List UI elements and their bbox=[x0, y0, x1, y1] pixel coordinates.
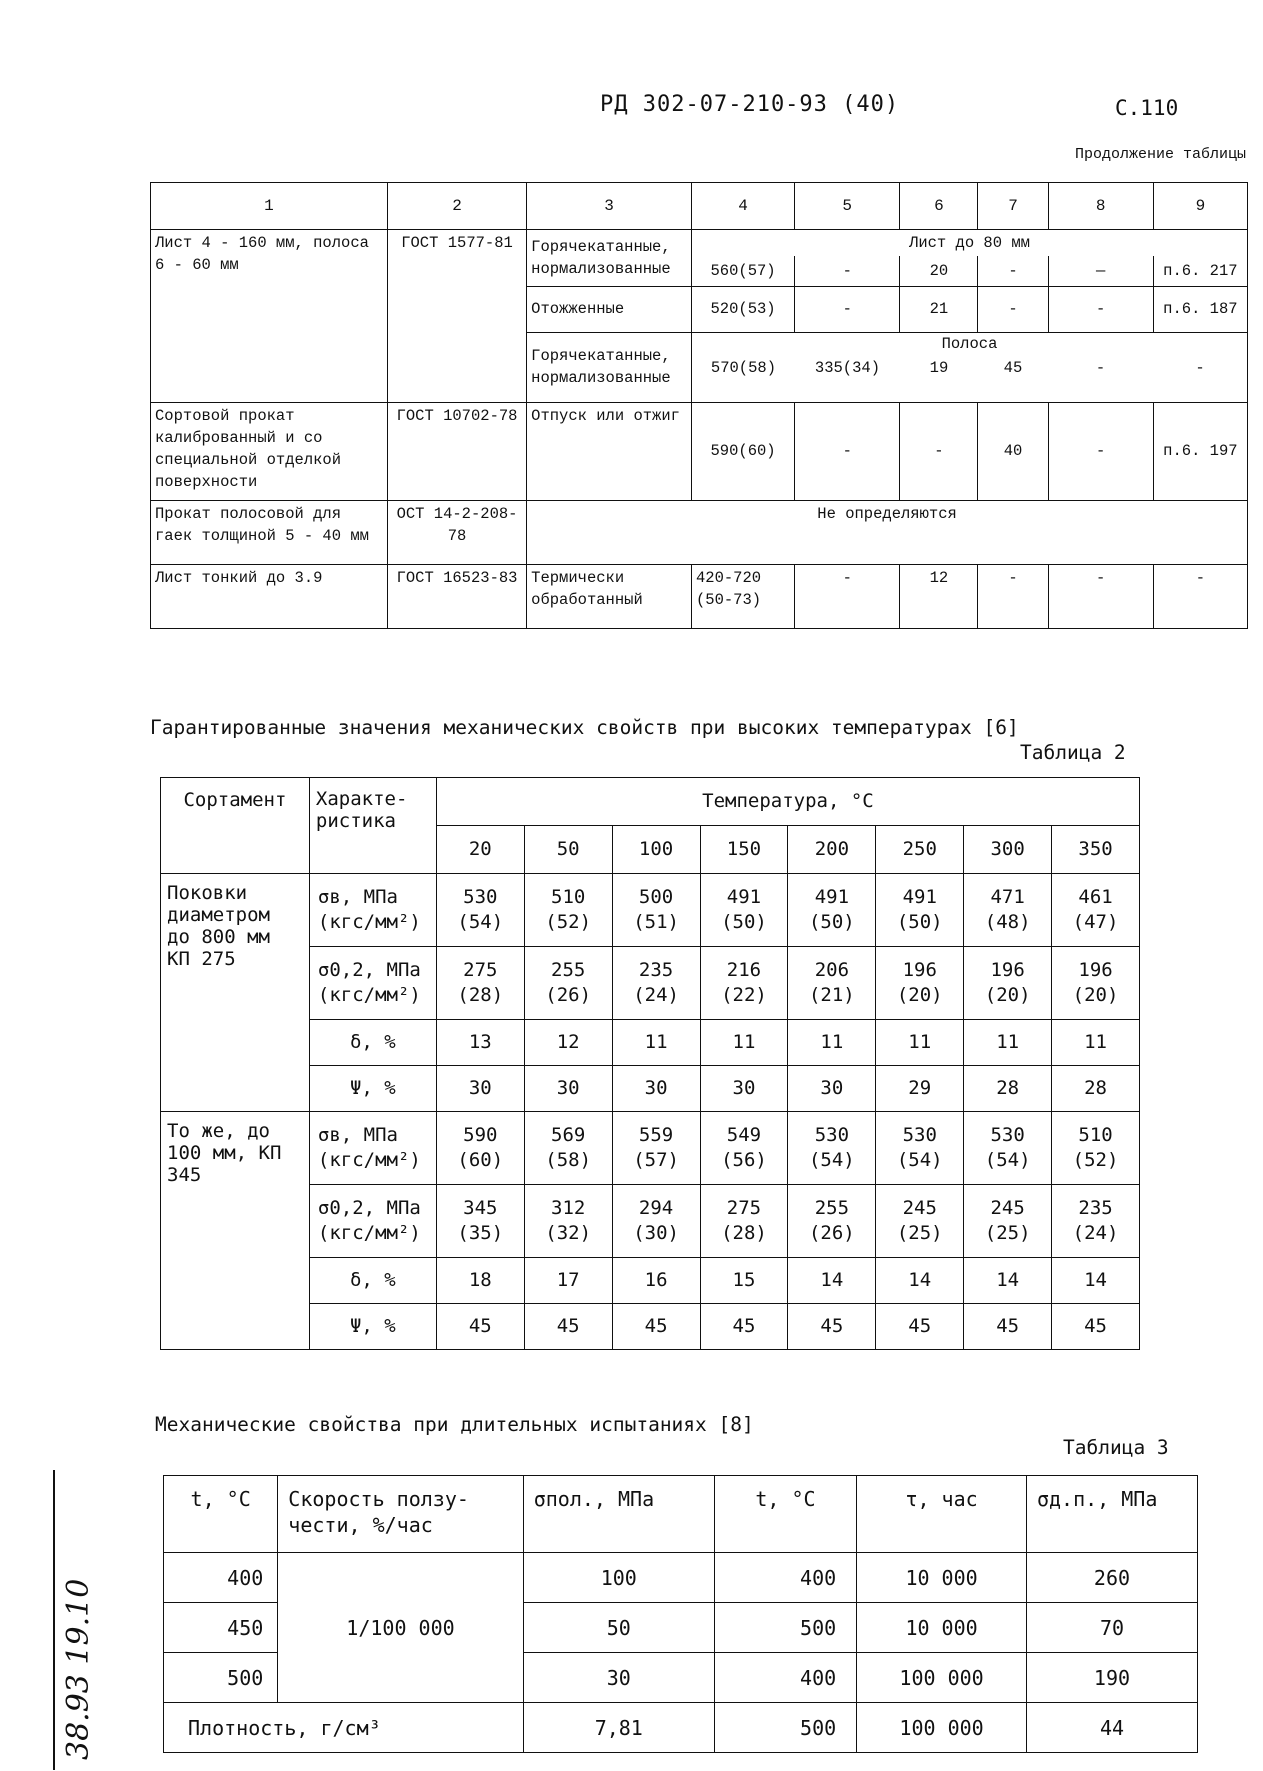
t1-cell: 21 bbox=[900, 286, 978, 332]
t1-header-3: 3 bbox=[527, 183, 692, 230]
t2-characteristic: Ψ, % bbox=[309, 1304, 436, 1350]
t2-cell: 345 (35) bbox=[436, 1185, 524, 1258]
t1-cell: 560(57) bbox=[691, 256, 794, 286]
t2-header-sortament: Сортамент bbox=[161, 778, 310, 874]
t2-cell: 510 (52) bbox=[1052, 1112, 1140, 1185]
t3-cell: 10 000 bbox=[857, 1603, 1027, 1653]
t2-temp-header: 350 bbox=[1052, 826, 1140, 874]
t1-product: Лист 4 - 160 мм, полоса 6 - 60 мм bbox=[151, 230, 388, 403]
t1-treatment: Отожженные bbox=[527, 286, 692, 332]
t1-cell: 20 bbox=[900, 256, 978, 286]
t2-temp-header: 100 bbox=[612, 826, 700, 874]
t3-cell: 30 bbox=[523, 1653, 714, 1703]
t1-header-7: 7 bbox=[978, 183, 1048, 230]
t2-cell: 500 (51) bbox=[612, 874, 700, 947]
t2-cell: 14 bbox=[964, 1258, 1052, 1304]
t1-cell: - bbox=[795, 256, 900, 286]
table-1-header bbox=[151, 183, 1248, 230]
t2-cell: 196 (20) bbox=[1052, 947, 1140, 1020]
t2-cell: 30 bbox=[612, 1066, 700, 1112]
t2-temp-header: 250 bbox=[876, 826, 964, 874]
t2-cell: 13 bbox=[436, 1020, 524, 1066]
t2-header-temperature: Температура, °С bbox=[436, 778, 1139, 826]
t2-characteristic: σв, МПа (кгс/мм²) bbox=[309, 1112, 436, 1185]
t1-cell: - bbox=[1195, 358, 1205, 377]
t2-cell: 16 bbox=[612, 1258, 700, 1304]
t1-header-2: 2 bbox=[387, 183, 526, 230]
t1-cell: - bbox=[978, 564, 1048, 628]
t1-treatment: Горячекатанные, нормализованные bbox=[527, 230, 692, 287]
t1-cell: - bbox=[795, 564, 900, 628]
t2-characteristic: Ψ, % bbox=[309, 1066, 436, 1112]
t1-header-4: 4 bbox=[691, 183, 794, 230]
t2-cell: 45 bbox=[436, 1304, 524, 1350]
t2-cell: 275 (28) bbox=[436, 947, 524, 1020]
table-row bbox=[164, 1553, 1198, 1603]
t3-cell: 10 000 bbox=[857, 1553, 1027, 1603]
t3-cell: 190 bbox=[1026, 1653, 1197, 1703]
t1-cell: 590(60) bbox=[691, 402, 794, 500]
t1-note-undetermined: Не определяются bbox=[527, 500, 1248, 564]
t1-header-5: 5 bbox=[795, 183, 900, 230]
t3-header-t: t, °С bbox=[164, 1476, 278, 1553]
t2-cell: 245 (25) bbox=[964, 1185, 1052, 1258]
t2-cell: 14 bbox=[788, 1258, 876, 1304]
t2-cell: 12 bbox=[524, 1020, 612, 1066]
t2-cell: 312 (32) bbox=[524, 1185, 612, 1258]
t3-cell: 100 000 bbox=[857, 1653, 1027, 1703]
t1-standard: ГОСТ 10702-78 bbox=[387, 402, 526, 500]
t3-header-sigma-pol: σпол., МПа bbox=[523, 1476, 714, 1553]
t2-cell: 530 (54) bbox=[876, 1112, 964, 1185]
t1-cell: 570(58) bbox=[710, 358, 777, 377]
table-row bbox=[164, 1703, 1198, 1753]
t2-cell: 45 bbox=[788, 1304, 876, 1350]
t1-standard: ОСТ 14-2-208-78 bbox=[387, 500, 526, 564]
t3-cell: 400 bbox=[714, 1553, 856, 1603]
t2-characteristic: δ, % bbox=[309, 1020, 436, 1066]
t1-note-sheet: Лист до 80 мм bbox=[691, 230, 1247, 257]
t2-temp-header: 200 bbox=[788, 826, 876, 874]
t1-cell: 335(34) bbox=[814, 358, 881, 377]
t2-cell: 206 (21) bbox=[788, 947, 876, 1020]
t2-cell: 11 bbox=[876, 1020, 964, 1066]
t1-cell: - bbox=[1048, 564, 1153, 628]
t2-cell: 45 bbox=[524, 1304, 612, 1350]
t1-cell: 45 bbox=[1003, 358, 1023, 377]
t2-header-characteristic: Характе-ристика bbox=[309, 778, 436, 874]
t1-treatment: Горячекатанные, нормализованные bbox=[527, 332, 692, 402]
t2-cell: 196 (20) bbox=[876, 947, 964, 1020]
continuation-note: Продолжение таблицы bbox=[1075, 146, 1247, 163]
t1-standard: ГОСТ 16523-83 bbox=[387, 564, 526, 628]
t2-cell: 245 (25) bbox=[876, 1185, 964, 1258]
t2-sortament: То же, до 100 мм, КП 345 bbox=[161, 1112, 310, 1350]
t2-cell: 11 bbox=[612, 1020, 700, 1066]
t1-cell: - bbox=[1095, 358, 1106, 377]
t2-cell: 30 bbox=[788, 1066, 876, 1112]
t3-cell: 100 000 bbox=[857, 1703, 1027, 1753]
t2-cell: 15 bbox=[700, 1258, 788, 1304]
t2-cell: 196 (20) bbox=[964, 947, 1052, 1020]
t2-cell: 530 (54) bbox=[964, 1112, 1052, 1185]
table-2-header bbox=[161, 778, 1140, 826]
t2-cell: 255 (26) bbox=[524, 947, 612, 1020]
t2-cell: 14 bbox=[1052, 1258, 1140, 1304]
t1-cell: - bbox=[1048, 402, 1153, 500]
t2-cell: 29 bbox=[876, 1066, 964, 1112]
t1-cell: п.6. 197 bbox=[1153, 402, 1247, 500]
table-row bbox=[151, 500, 1248, 564]
t3-cell: 450 bbox=[164, 1603, 278, 1653]
t1-cell: п.6. 217 bbox=[1153, 256, 1247, 286]
handwritten-margin-note bbox=[48, 1470, 108, 1770]
t3-header-sigma-dp: σд.п., МПа bbox=[1026, 1476, 1197, 1553]
table-row bbox=[161, 874, 1140, 947]
t1-treatment: Отпуск или отжиг bbox=[527, 402, 692, 500]
t1-cell: 420-720 (50-73) bbox=[691, 564, 794, 628]
t2-cell: 216 (22) bbox=[700, 947, 788, 1020]
t1-cell: - bbox=[795, 286, 900, 332]
t2-temp-header: 300 bbox=[964, 826, 1052, 874]
table-3 bbox=[163, 1475, 1198, 1753]
t2-cell: 559 (57) bbox=[612, 1112, 700, 1185]
t2-cell: 255 (26) bbox=[788, 1185, 876, 1258]
t3-density-label: Плотность, г/см³ bbox=[164, 1703, 524, 1753]
t2-cell: 45 bbox=[964, 1304, 1052, 1350]
t2-cell: 17 bbox=[524, 1258, 612, 1304]
t2-characteristic: σ0,2, МПа (кгс/мм²) bbox=[309, 947, 436, 1020]
t3-cell: 50 bbox=[523, 1603, 714, 1653]
t2-cell: 491 (50) bbox=[876, 874, 964, 947]
t2-cell: 530 (54) bbox=[788, 1112, 876, 1185]
table-2-title: Гарантированные значения механических свойств при высоких температурах [6] bbox=[150, 716, 1019, 739]
t3-cell: 400 bbox=[164, 1553, 278, 1603]
t2-cell: 471 (48) bbox=[964, 874, 1052, 947]
t3-cell: 70 bbox=[1026, 1603, 1197, 1653]
t1-header-8: 8 bbox=[1048, 183, 1153, 230]
t2-temp-header: 20 bbox=[436, 826, 524, 874]
t1-treatment: Термически обработанный bbox=[527, 564, 692, 628]
t3-creep-rate: 1/100 000 bbox=[278, 1553, 523, 1703]
t2-cell: 235 (24) bbox=[612, 947, 700, 1020]
t2-sortament: Поковки диаметром до 800 мм КП 275 bbox=[161, 874, 310, 1112]
t2-cell: 549 (56) bbox=[700, 1112, 788, 1185]
t2-cell: 14 bbox=[876, 1258, 964, 1304]
t2-cell: 461 (47) bbox=[1052, 874, 1140, 947]
table-2-label: Таблица 2 bbox=[1020, 741, 1126, 764]
t1-strip-group bbox=[691, 332, 1247, 402]
t2-cell: 28 bbox=[1052, 1066, 1140, 1112]
table-3-title: Механические свойства при длительных испытаниях [8] bbox=[155, 1413, 754, 1436]
t3-density-value: 7,81 bbox=[523, 1703, 714, 1753]
t2-cell: 11 bbox=[964, 1020, 1052, 1066]
t2-cell: 491 (50) bbox=[700, 874, 788, 947]
t3-cell: 100 bbox=[523, 1553, 714, 1603]
table-row bbox=[151, 230, 1248, 257]
t2-cell: 45 bbox=[1052, 1304, 1140, 1350]
t3-header-t2: t, °С bbox=[714, 1476, 856, 1553]
table-row bbox=[151, 564, 1248, 628]
t2-cell: 11 bbox=[788, 1020, 876, 1066]
t1-cell: 19 bbox=[929, 358, 949, 377]
t2-cell: 45 bbox=[876, 1304, 964, 1350]
t3-cell: 400 bbox=[714, 1653, 856, 1703]
t2-cell: 530 (54) bbox=[436, 874, 524, 947]
t1-cell: - bbox=[795, 402, 900, 500]
t1-cell: - bbox=[978, 256, 1048, 286]
t1-standard: ГОСТ 1577-81 bbox=[387, 230, 526, 403]
table-row bbox=[151, 402, 1248, 500]
t1-cell: 520(53) bbox=[691, 286, 794, 332]
t1-cell: п.6. 187 bbox=[1153, 286, 1247, 332]
t2-cell: 30 bbox=[436, 1066, 524, 1112]
table-1 bbox=[150, 182, 1248, 629]
t2-cell: 590 (60) bbox=[436, 1112, 524, 1185]
t1-product: Прокат полосовой для гаек толщиной 5 - 40 мм bbox=[151, 500, 388, 564]
t2-cell: 275 (28) bbox=[700, 1185, 788, 1258]
t2-temp-header: 50 bbox=[524, 826, 612, 874]
t1-cell: - bbox=[900, 402, 978, 500]
table-row bbox=[161, 1112, 1140, 1185]
t2-cell: 294 (30) bbox=[612, 1185, 700, 1258]
t2-cell: 30 bbox=[524, 1066, 612, 1112]
t2-cell: 30 bbox=[700, 1066, 788, 1112]
t1-cell: 40 bbox=[978, 402, 1048, 500]
t2-cell: 510 (52) bbox=[524, 874, 612, 947]
t2-characteristic: δ, % bbox=[309, 1258, 436, 1304]
t1-product: Лист тонкий до 3.9 bbox=[151, 564, 388, 628]
t1-header-6: 6 bbox=[900, 183, 978, 230]
table-3-header bbox=[164, 1476, 1198, 1553]
t1-cell: 12 bbox=[900, 564, 978, 628]
t2-cell: 18 bbox=[436, 1258, 524, 1304]
table-3-label: Таблица 3 bbox=[1063, 1436, 1169, 1459]
page-number: С.110 bbox=[1115, 96, 1179, 120]
t2-cell: 11 bbox=[1052, 1020, 1140, 1066]
t1-note-strip: Полоса bbox=[941, 334, 998, 353]
margin-note-text: 38.93 19.10 bbox=[61, 1578, 96, 1760]
t1-cell: — bbox=[1048, 256, 1153, 286]
table-2 bbox=[160, 777, 1140, 1350]
t2-cell: 28 bbox=[964, 1066, 1052, 1112]
t2-cell: 569 (58) bbox=[524, 1112, 612, 1185]
t1-cell: - bbox=[1153, 564, 1247, 628]
t2-cell: 45 bbox=[612, 1304, 700, 1350]
t1-header-9: 9 bbox=[1153, 183, 1247, 230]
t2-cell: 45 bbox=[700, 1304, 788, 1350]
t3-cell: 500 bbox=[164, 1653, 278, 1703]
t2-characteristic: σ0,2, МПа (кгс/мм²) bbox=[309, 1185, 436, 1258]
t1-header-1: 1 bbox=[151, 183, 388, 230]
t2-cell: 235 (24) bbox=[1052, 1185, 1140, 1258]
t1-cell: - bbox=[1048, 286, 1153, 332]
t2-cell: 491 (50) bbox=[788, 874, 876, 947]
t3-header-creep: Скорость ползу-чести, %/час bbox=[278, 1476, 523, 1553]
t3-header-tau: τ, час bbox=[857, 1476, 1027, 1553]
t3-cell: 500 bbox=[714, 1703, 856, 1753]
t3-cell: 500 bbox=[714, 1603, 856, 1653]
t1-product: Сортовой прокат калиброванный и со специальной отделкой поверхности bbox=[151, 402, 388, 500]
t3-cell: 44 bbox=[1026, 1703, 1197, 1753]
t2-cell: 11 bbox=[700, 1020, 788, 1066]
t1-cell: - bbox=[978, 286, 1048, 332]
t2-temp-header: 150 bbox=[700, 826, 788, 874]
t2-characteristic: σв, МПа (кгс/мм²) bbox=[309, 874, 436, 947]
document-code: РД 302-07-210-93 (40) bbox=[600, 92, 900, 117]
t3-cell: 260 bbox=[1026, 1553, 1197, 1603]
